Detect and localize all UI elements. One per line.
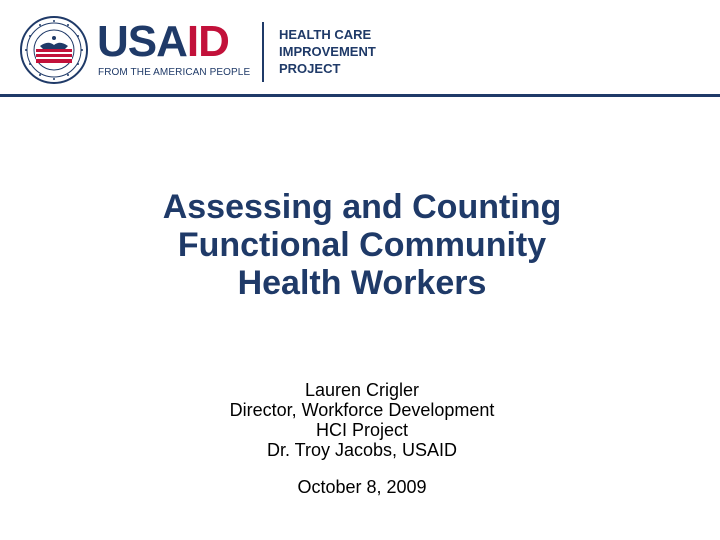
presenter-line: HCI Project xyxy=(315,420,409,440)
logo-divider xyxy=(262,22,264,82)
project-name xyxy=(279,26,376,77)
header-rule xyxy=(0,94,720,97)
project-line: HEALTH CARE xyxy=(279,27,372,42)
usaid-logo xyxy=(97,17,229,66)
title-line: Assessing and Counting xyxy=(162,188,562,226)
presenter-block xyxy=(160,380,564,460)
presenter-line: Lauren Crigler xyxy=(304,380,420,400)
project-line: PROJECT xyxy=(279,61,341,76)
project-line: IMPROVEMENT xyxy=(279,44,376,59)
logo-id: ID xyxy=(186,17,229,66)
header-banner xyxy=(0,0,720,96)
presenter-line: Director, Workforce Development xyxy=(229,400,495,420)
logo-tagline: FROM THE AMERICAN PEOPLE xyxy=(98,67,251,78)
title-line: Functional Community xyxy=(177,226,547,264)
title-line: Health Workers xyxy=(237,264,487,302)
presentation-date: October 8, 2009 xyxy=(297,477,427,497)
logo-usa: USA xyxy=(97,17,187,66)
usaid-seal-icon xyxy=(20,16,88,84)
slide-title xyxy=(100,188,624,302)
presenter-line: Dr. Troy Jacobs, USAID xyxy=(266,440,458,460)
